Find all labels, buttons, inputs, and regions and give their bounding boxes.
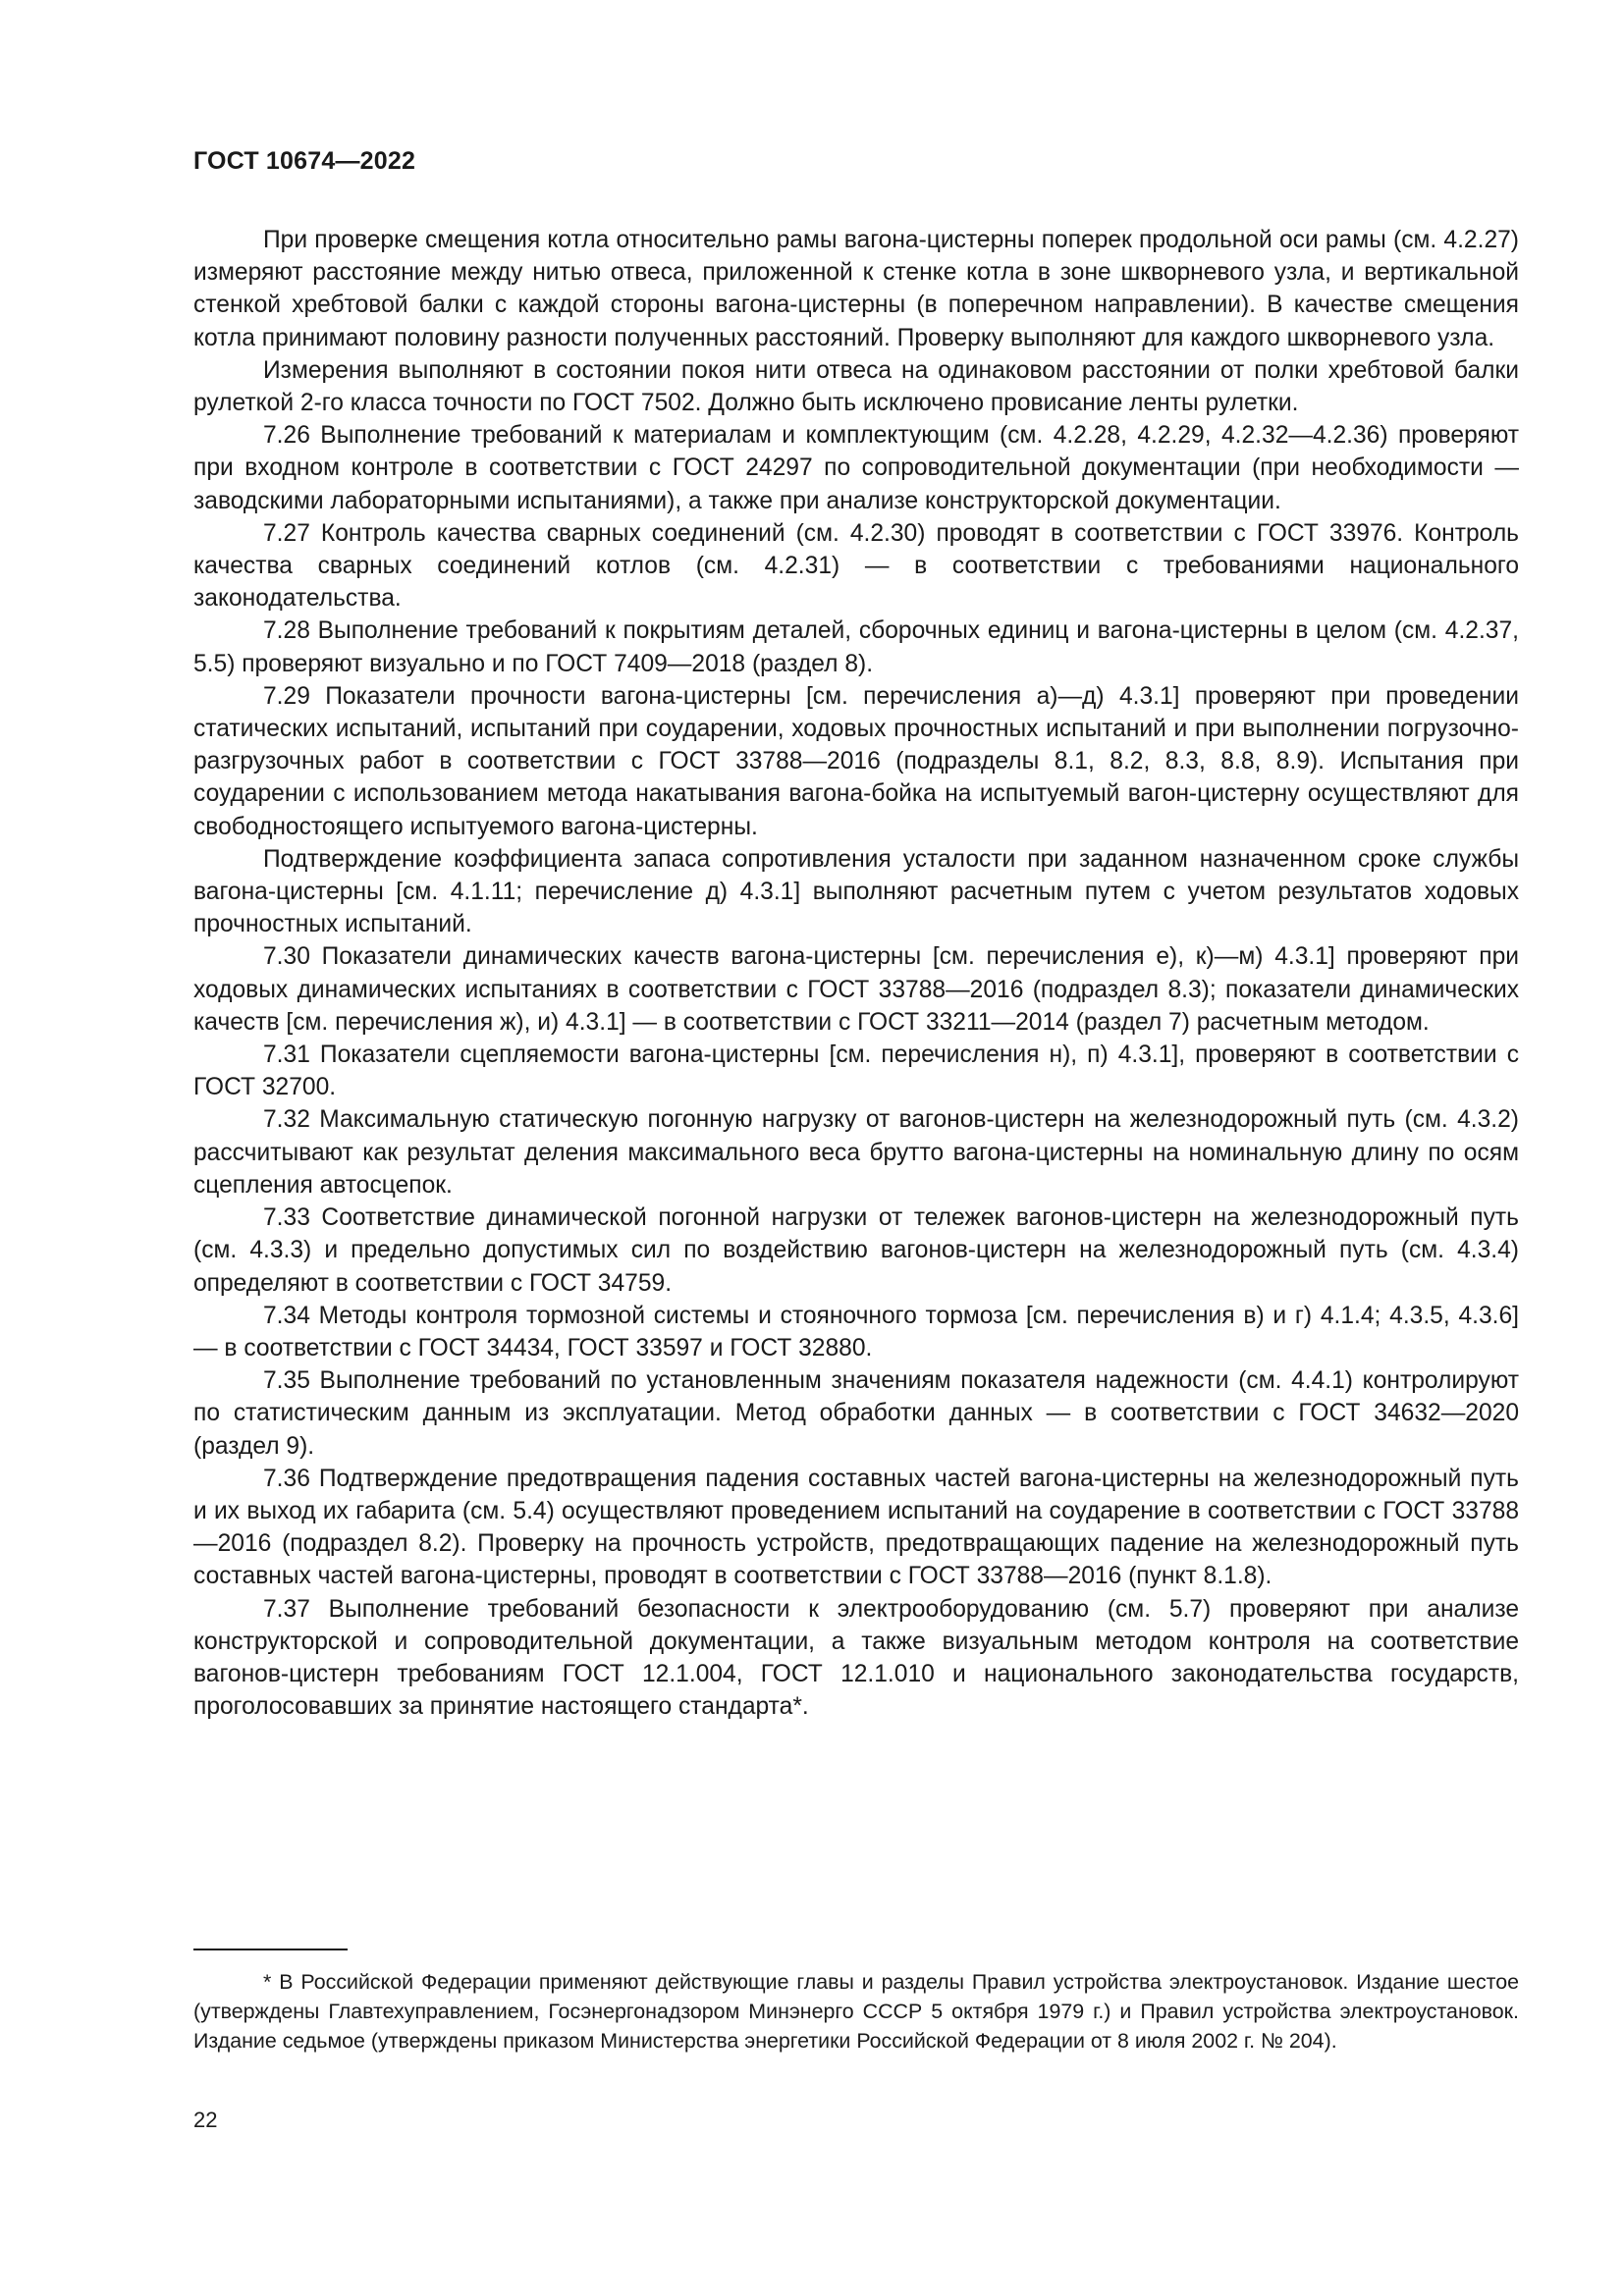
footnote: [193, 1967, 1519, 2056]
paragraph-7-30: 7.30 Показатели динамических качеств вагона-цистерны [см. перечисления е), к)—м) 4.3.1] проверяют при ходовых динамических испытаниях в соответствии с ГОСТ 33788—2016 (подраздел 8.3); показатели динамических качеств [см. перечисления ж), и) 4.3.1] — в соответствии с ГОСТ 33211—2014 (раздел 7) расчетным методом.: [193, 943, 1519, 1036]
paragraph-7-37: 7.37 Выполнение требований безопасности к электрооборудованию (см. 5.7) проверяют при анализе конструкторской и сопроводительной документации, а также визуальным методом контроля на соответствие вагонов-цистерн требованиям ГОСТ 12.1.004, ГОСТ 12.1.010 и национального законодательства государств, проголосовавших за принятие настоящего стандарта*.: [193, 1595, 1519, 1721]
paragraph-7-27: 7.27 Контроль качества сварных соединений (см. 4.2.30) проводят в соответствии с ГОСТ 33976. Контроль качества сварных соединений котлов (см. 4.2.31) — в соответствии с требованиями национального законодательства.: [193, 519, 1519, 613]
footnote-divider: [193, 1949, 348, 1950]
main-text: [193, 224, 1519, 1723]
paragraph-7-28: 7.28 Выполнение требований к покрытиям деталей, сборочных единиц и вагона-цистерны в целом (см. 4.2.37, 5.5) проверяют визуально и по ГОСТ 7409—2018 (раздел 8).: [193, 617, 1519, 677]
standard-designation: ГОСТ 10674—2022: [193, 147, 416, 175]
paragraph: Подтверждение коэффициента запаса сопротивления усталости при заданном назначенном сроке службы вагона-цистерны [см. 4.1.11; перечисление д) 4.3.1] выполняют расчетным путем с учетом результатов ходовых прочностных испытаний.: [193, 845, 1519, 938]
paragraph: При проверке смещения котла относительно рамы вагона-цистерны поперек продольной оси рамы (см. 4.2.27) измеряют расстояние между нитью отвеса, приложенной к стенке котла в зоне шкворневого узла, и вертикальной стенкой хребтовой балки с каждой стороны вагона-цистерны (в поперечном направлении). В качестве смещения котла принимают половину разности полученных расстояний. Проверку выполняют для каждого шкворневого узла.: [193, 227, 1519, 351]
paragraph: Измерения выполняют в состоянии покоя нити отвеса на одинаковом расстоянии от полки хребтовой балки рулеткой 2-го класса точности по ГОСТ 7502. Должно быть исключено провисание ленты рулетки.: [193, 356, 1519, 417]
paragraph-7-32: 7.32 Максимальную статическую погонную нагрузку от вагонов-цистерн на железнодорожный путь (см. 4.3.2) рассчитывают как результат деления максимального веса брутто вагона-цистерны на номинальную длину по осям сцепления автосцепок.: [193, 1106, 1519, 1199]
paragraph-7-29: 7.29 Показатели прочности вагона-цистерны [см. перечисления а)—д) 4.3.1] проверяют при проведении статических испытаний, испытаний при соударении, ходовых прочностных испытаний и при выполнении погрузочно-разгрузочных работ в соответствии с ГОСТ 33788—2016 (подразделы 8.1, 8.2, 8.3, 8.8, 8.9). Испытания при соударении с использованием метода накатывания вагона-бойка на испытуемый вагон-цистерну осуществляют для свободностоящего испытуемого вагона-цистерны.: [193, 682, 1519, 840]
page-number: 22: [193, 2108, 218, 2132]
paragraph-7-26: 7.26 Выполнение требований к материалам и комплектующим (см. 4.2.28, 4.2.29, 4.2.32—4.2.36) проверяют при входном контроле в соответствии с ГОСТ 24297 по сопроводительной документации (при необходимости — заводскими лабораторными испытаниями), а также при анализе конструкторской документации.: [193, 422, 1519, 514]
paragraph-7-33: 7.33 Соответствие динамической погонной нагрузки от тележек вагонов-цистерн на железнодорожный путь (см. 4.3.3) и предельно допустимых сил по воздействию вагонов-цистерн на железнодорожный путь (см. 4.3.4) определяют в соответствии с ГОСТ 34759.: [193, 1204, 1519, 1297]
paragraph-7-35: 7.35 Выполнение требований по установленным значениям показателя надежности (см. 4.4.1) контролируют по статистическим данным из эксплуатации. Метод обработки данных — в соответствии с ГОСТ 34632—2020 (раздел 9).: [193, 1367, 1519, 1460]
paragraph-7-36: 7.36 Подтверждение предотвращения падения составных частей вагона-цистерны на железнодорожный путь и их выход их габарита (см. 5.4) осуществляют проведением испытаний на соударение в соответствии с ГОСТ 33788—2016 (подраздел 8.2). Проверку на прочность устройств, предотвращающих падение на железнодорожный путь составных частей вагона-цистерны, проводят в соответствии с ГОСТ 33788—2016 (пункт 8.1.8).: [193, 1465, 1519, 1590]
paragraph-7-31: 7.31 Показатели сцепляемости вагона-цистерны [см. перечисления н), п) 4.3.1], проверяют в соответствии с ГОСТ 32700.: [193, 1041, 1519, 1101]
footnote-text: * В Российской Федерации применяют действующие главы и разделы Правил устройства электроустановок. Издание шестое (утверждены Главтехуправлением, Госэнергонадзором Минэнерго СССР 5 октября 1979 г.) и Правил устройства электроустановок. Издание седьмое (утверждены приказом Министерства энергетики Российской Федерации от 8 июля 2002 г. № 204).: [193, 1970, 1519, 2053]
paragraph-7-34: 7.34 Методы контроля тормозной системы и стояночного тормоза [см. перечисления в) и г) 4.1.4; 4.3.5, 4.3.6] — в соответствии с ГОСТ 34434, ГОСТ 33597 и ГОСТ 32880.: [193, 1302, 1519, 1362]
